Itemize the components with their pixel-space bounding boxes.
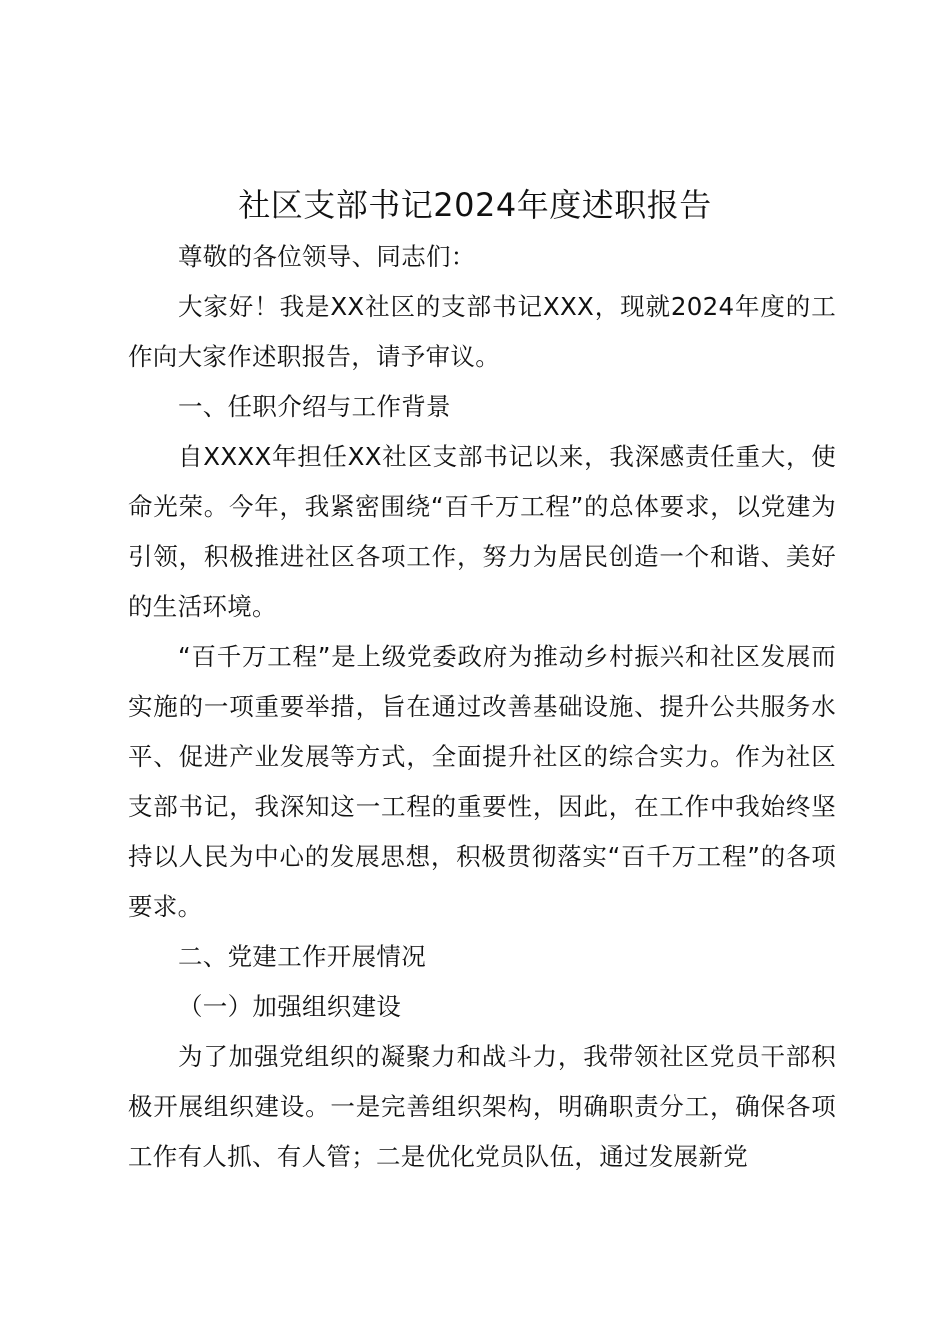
document-body	[128, 232, 836, 1182]
document-title: 社区支部书记2024年度述职报告	[238, 186, 712, 224]
subsection-heading: （一）加强组织建设	[178, 992, 402, 1021]
body-paragraph: 为了加强党组织的凝聚力和战斗力，我带领社区党员干部积极开展组织建设。一是完善组织架构，明确职责分工，确保各项工作有人抓、有人管；二是优化党员队伍，通过发展新党	[128, 1042, 836, 1171]
section-heading: 二、党建工作开展情况	[178, 942, 426, 971]
body-paragraph: 自XXXX年担任XX社区支部书记以来，我深感责任重大，使命光荣。今年，我紧密围绕“百千万工程”的总体要求，以党建为引领，积极推进社区各项工作，努力为居民创造一个和谐、美好的生活环境。	[128, 442, 836, 621]
salutation: 尊敬的各位领导、同志们：	[178, 242, 476, 271]
body-paragraph: “百千万工程”是上级党委政府为推动乡村振兴和社区发展而实施的一项重要举措，旨在通过改善基础设施、提升公共服务水平、促进产业发展等方式，全面提升社区的综合实力。作为社区支部书记，我深知这一工程的重要性，因此，在工作中我始终坚持以人民为中心的发展思想，积极贯彻落实“百千万工程”的各项要求。	[128, 642, 836, 921]
section-heading: 一、任职介绍与工作背景	[178, 392, 451, 421]
body-paragraph: 大家好！我是XX社区的支部书记XXX，现就2024年度的工作向大家作述职报告，请予审议。	[128, 292, 836, 371]
